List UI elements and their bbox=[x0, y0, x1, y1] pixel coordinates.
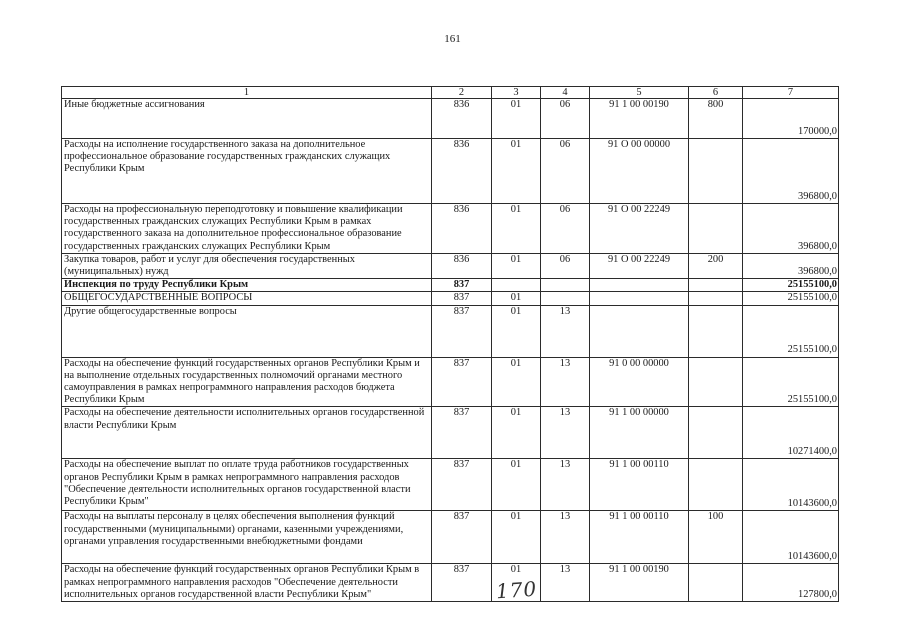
subsection-cell: 06 bbox=[541, 139, 590, 204]
table-row bbox=[62, 357, 839, 407]
table-row bbox=[62, 564, 839, 602]
gov-code-cell: 837 bbox=[432, 407, 492, 459]
subsection-cell: 13 bbox=[541, 357, 590, 407]
target-code-cell: 91 О 00 00000 bbox=[590, 139, 689, 204]
table-body bbox=[62, 87, 839, 602]
section-cell: 01 bbox=[492, 511, 541, 564]
expense-type-cell bbox=[689, 357, 743, 407]
page-number: 161 bbox=[444, 33, 461, 45]
name-cell: Расходы на обеспечение деятельности исполнительных органов государственной власти Республики Крым bbox=[62, 407, 432, 459]
target-code-cell bbox=[590, 279, 689, 292]
expense-type-cell bbox=[689, 204, 743, 254]
section-cell: 01 bbox=[492, 357, 541, 407]
target-code-cell bbox=[590, 292, 689, 305]
expense-type-cell: 200 bbox=[689, 253, 743, 278]
amount-cell: 10271400,0 bbox=[743, 407, 839, 459]
name-cell: Расходы на обеспечение выплат по оплате труда работников государственных органов Республики Крым в рамках непрограммного направления расходов "Обеспечение деятельности исполнительных органов государственной власти Республики Крым" bbox=[62, 459, 432, 511]
name-cell: Расходы на профессиональную переподготовку и повышение квалификации государственных гражданских служащих Республики Крым в рамках государственного заказа на дополнительное профессиональное образование государственных гражданских служащих Республики Крым bbox=[62, 204, 432, 254]
section-cell: 01 bbox=[492, 204, 541, 254]
amount-cell: 396800,0 bbox=[743, 253, 839, 278]
amount-cell: 396800,0 bbox=[743, 204, 839, 254]
table-row bbox=[62, 279, 839, 292]
subsection-cell: 06 bbox=[541, 253, 590, 278]
target-code-cell: 91 О 00 22249 bbox=[590, 253, 689, 278]
gov-code-cell: 837 bbox=[432, 279, 492, 292]
amount-cell: 10143600,0 bbox=[743, 511, 839, 564]
gov-code-cell: 837 bbox=[432, 305, 492, 357]
subsection-cell: 13 bbox=[541, 407, 590, 459]
target-code-cell: 91 1 00 00110 bbox=[590, 511, 689, 564]
amount-cell: 127800,0 bbox=[743, 564, 839, 602]
table-row bbox=[62, 511, 839, 564]
name-cell: Расходы на выплаты персоналу в целях обеспечения выполнения функций государственными (муниципальными) органами, казенными учреждениями, органами управления государственными внебюджетными фондами bbox=[62, 511, 432, 564]
header-cell-1: 1 bbox=[62, 87, 432, 99]
name-cell: Иные бюджетные ассигнования bbox=[62, 99, 432, 139]
gov-code-cell: 836 bbox=[432, 99, 492, 139]
name-cell: Инспекция по труду Республики Крым bbox=[62, 279, 432, 292]
table-row bbox=[62, 305, 839, 357]
target-code-cell bbox=[590, 305, 689, 357]
name-cell: Другие общегосударственные вопросы bbox=[62, 305, 432, 357]
target-code-cell: 91 1 00 00110 bbox=[590, 459, 689, 511]
amount-cell: 25155100,0 bbox=[743, 357, 839, 407]
table-row bbox=[62, 139, 839, 204]
amount-cell: 10143600,0 bbox=[743, 459, 839, 511]
name-cell: Расходы на обеспечение функций государственных органов Республики Крым в рамках непрограммного направления расходов "Обеспечение деятельности исполнительных органов государственной власти Республики Крым" bbox=[62, 564, 432, 602]
subsection-cell bbox=[541, 292, 590, 305]
header-cell-4: 4 bbox=[541, 87, 590, 99]
target-code-cell: 91 1 00 00190 bbox=[590, 564, 689, 602]
section-cell: 01 bbox=[492, 407, 541, 459]
amount-cell: 25155100,0 bbox=[743, 305, 839, 357]
section-cell: 01 bbox=[492, 305, 541, 357]
header-cell-5: 5 bbox=[590, 87, 689, 99]
expense-type-cell bbox=[689, 292, 743, 305]
budget-table bbox=[61, 86, 839, 602]
section-cell: 01 bbox=[492, 564, 541, 602]
handwritten-note: 170 bbox=[495, 576, 538, 604]
gov-code-cell: 836 bbox=[432, 204, 492, 254]
table-row bbox=[62, 292, 839, 305]
subsection-cell bbox=[541, 279, 590, 292]
header-cell-6: 6 bbox=[689, 87, 743, 99]
gov-code-cell: 837 bbox=[432, 459, 492, 511]
header-row bbox=[62, 87, 839, 99]
amount-cell: 170000,0 bbox=[743, 99, 839, 139]
amount-cell: 25155100,0 bbox=[743, 279, 839, 292]
expense-type-cell bbox=[689, 564, 743, 602]
subsection-cell: 13 bbox=[541, 564, 590, 602]
section-cell: 01 bbox=[492, 139, 541, 204]
gov-code-cell: 836 bbox=[432, 253, 492, 278]
expense-type-cell bbox=[689, 279, 743, 292]
amount-cell: 396800,0 bbox=[743, 139, 839, 204]
section-cell: 01 bbox=[492, 99, 541, 139]
expense-type-cell: 100 bbox=[689, 511, 743, 564]
section-cell: 01 bbox=[492, 459, 541, 511]
section-cell: 01 bbox=[492, 253, 541, 278]
expense-type-cell bbox=[689, 305, 743, 357]
amount-cell: 25155100,0 bbox=[743, 292, 839, 305]
gov-code-cell: 837 bbox=[432, 292, 492, 305]
gov-code-cell: 837 bbox=[432, 357, 492, 407]
subsection-cell: 06 bbox=[541, 204, 590, 254]
table-row bbox=[62, 253, 839, 278]
table-row bbox=[62, 99, 839, 139]
name-cell: ОБЩЕГОСУДАРСТВЕННЫЕ ВОПРОСЫ bbox=[62, 292, 432, 305]
header-cell-3: 3 bbox=[492, 87, 541, 99]
name-cell: Расходы на обеспечение функций государственных органов Республики Крым и на выполнение отдельных государственных полномочий органами местного самоуправления в рамках непрограммного направления расходов бюджета Республики Крым bbox=[62, 357, 432, 407]
gov-code-cell: 837 bbox=[432, 511, 492, 564]
target-code-cell: 91 0 00 00000 bbox=[590, 357, 689, 407]
subsection-cell: 13 bbox=[541, 511, 590, 564]
gov-code-cell: 837 bbox=[432, 564, 492, 602]
target-code-cell: 91 О 00 22249 bbox=[590, 204, 689, 254]
table-row bbox=[62, 407, 839, 459]
target-code-cell: 91 1 00 00190 bbox=[590, 99, 689, 139]
gov-code-cell: 836 bbox=[432, 139, 492, 204]
header-cell-2: 2 bbox=[432, 87, 492, 99]
section-cell bbox=[492, 279, 541, 292]
name-cell: Закупка товаров, работ и услуг для обеспечения государственных (муниципальных) нужд bbox=[62, 253, 432, 278]
header-cell-7: 7 bbox=[743, 87, 839, 99]
expense-type-cell bbox=[689, 459, 743, 511]
subsection-cell: 13 bbox=[541, 305, 590, 357]
expense-type-cell bbox=[689, 139, 743, 204]
target-code-cell: 91 1 00 00000 bbox=[590, 407, 689, 459]
expense-type-cell: 800 bbox=[689, 99, 743, 139]
section-cell: 01 bbox=[492, 292, 541, 305]
expense-type-cell bbox=[689, 407, 743, 459]
subsection-cell: 13 bbox=[541, 459, 590, 511]
table-row bbox=[62, 204, 839, 254]
name-cell: Расходы на исполнение государственного заказа на дополнительное профессиональное образование государственных гражданских служащих Республики Крым bbox=[62, 139, 432, 204]
subsection-cell: 06 bbox=[541, 99, 590, 139]
table-row bbox=[62, 459, 839, 511]
